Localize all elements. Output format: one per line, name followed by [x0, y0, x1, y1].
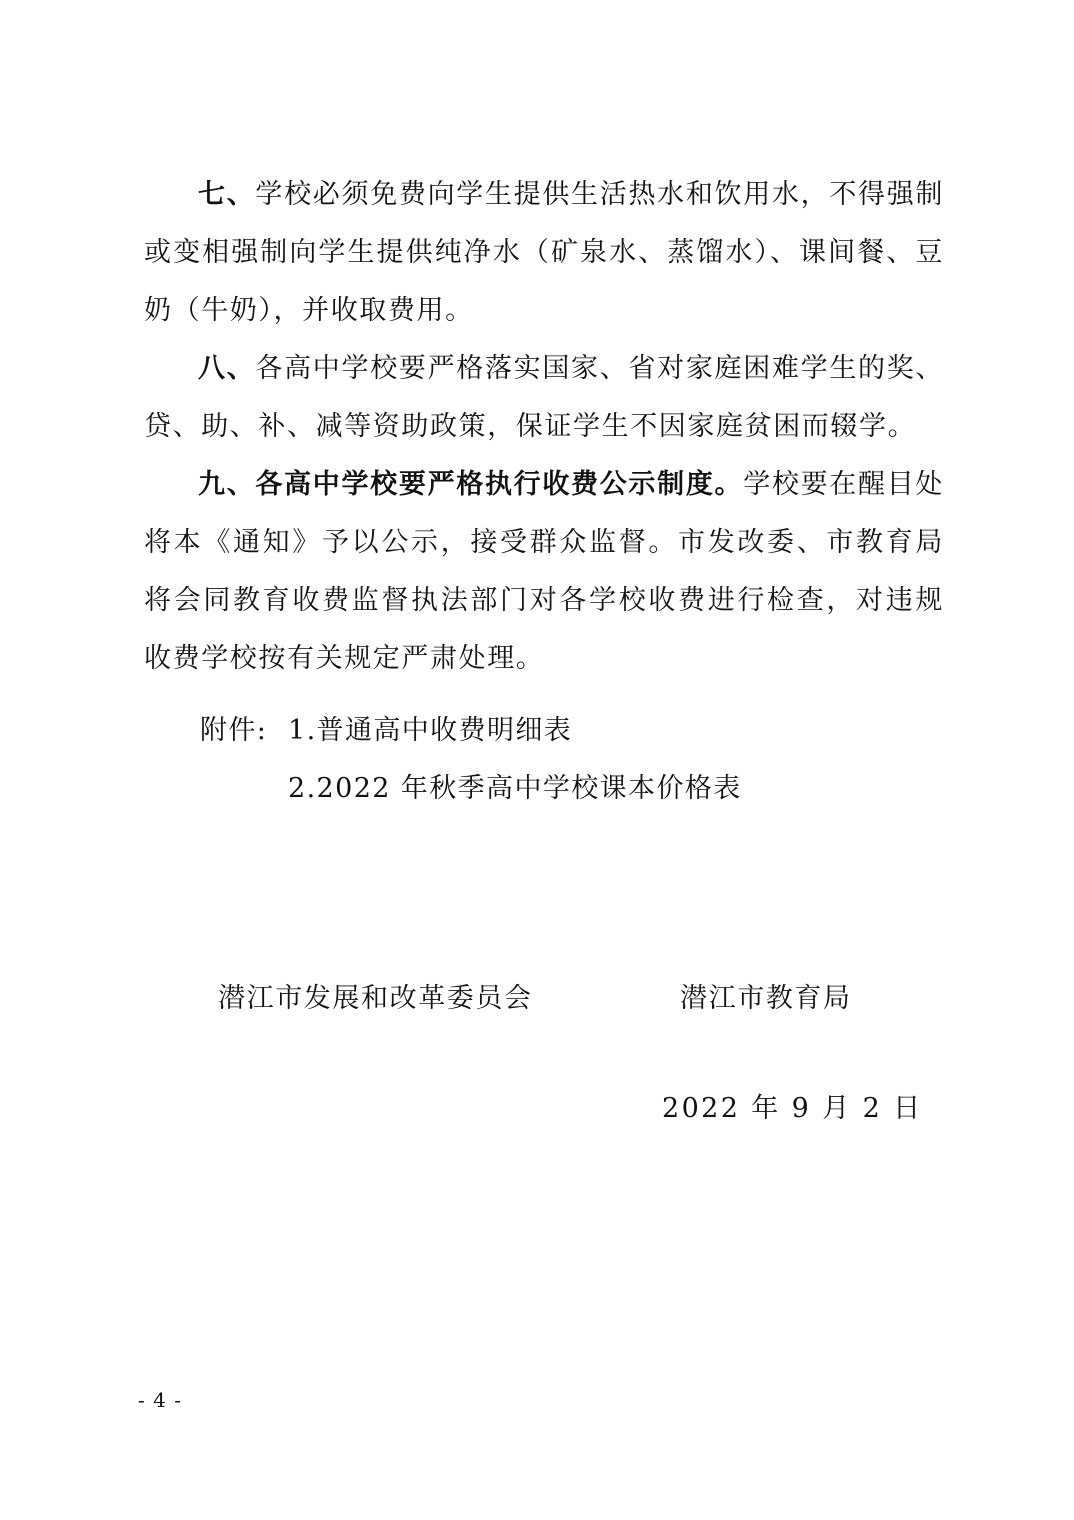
- section-7-heading: 七、: [198, 179, 256, 210]
- section-8-text: 各高中学校要严格落实国家、省对家庭困难学生的奖、贷、助、补、减等资助政策，保证学生不因家庭贫困而辍学。: [144, 353, 945, 442]
- section-9-heading: 九、各高中学校要严格执行收费公示制度。: [198, 469, 744, 500]
- signatory-development-reform-commission: 潜江市发展和改革委员会: [218, 983, 533, 1014]
- signatory-education-bureau: 潜江市教育局: [680, 983, 852, 1014]
- section-8-heading: 八、: [198, 353, 256, 384]
- page-number: - 4 -: [138, 1388, 182, 1412]
- section-7: [144, 166, 944, 340]
- section-7-text: 学校必须免费向学生提供生活热水和饮用水，不得强制或变相强制向学生提供纯净水（矿泉水、蒸馏水）、课间餐、豆奶（牛奶），并收取费用。: [144, 179, 945, 326]
- document-body: [144, 166, 944, 688]
- attachment-item-1: 1.普通高中收费明细表: [288, 715, 573, 746]
- section-8: [144, 340, 944, 456]
- document-date: 2022 年 9 月 2 日: [662, 1093, 923, 1124]
- attachments-label: 附件:: [200, 715, 268, 746]
- attachment-item-2: 2.2022 年秋季高中学校课本价格表: [288, 773, 742, 804]
- section-9: [144, 456, 944, 688]
- section-9-text: 学校要在醒目处将本《通知》予以公示，接受群众监督。市发改委、市教育局将会同教育收费监督执法部门对各学校收费进行检查，对违规收费学校按有关规定严肃处理。: [144, 469, 944, 674]
